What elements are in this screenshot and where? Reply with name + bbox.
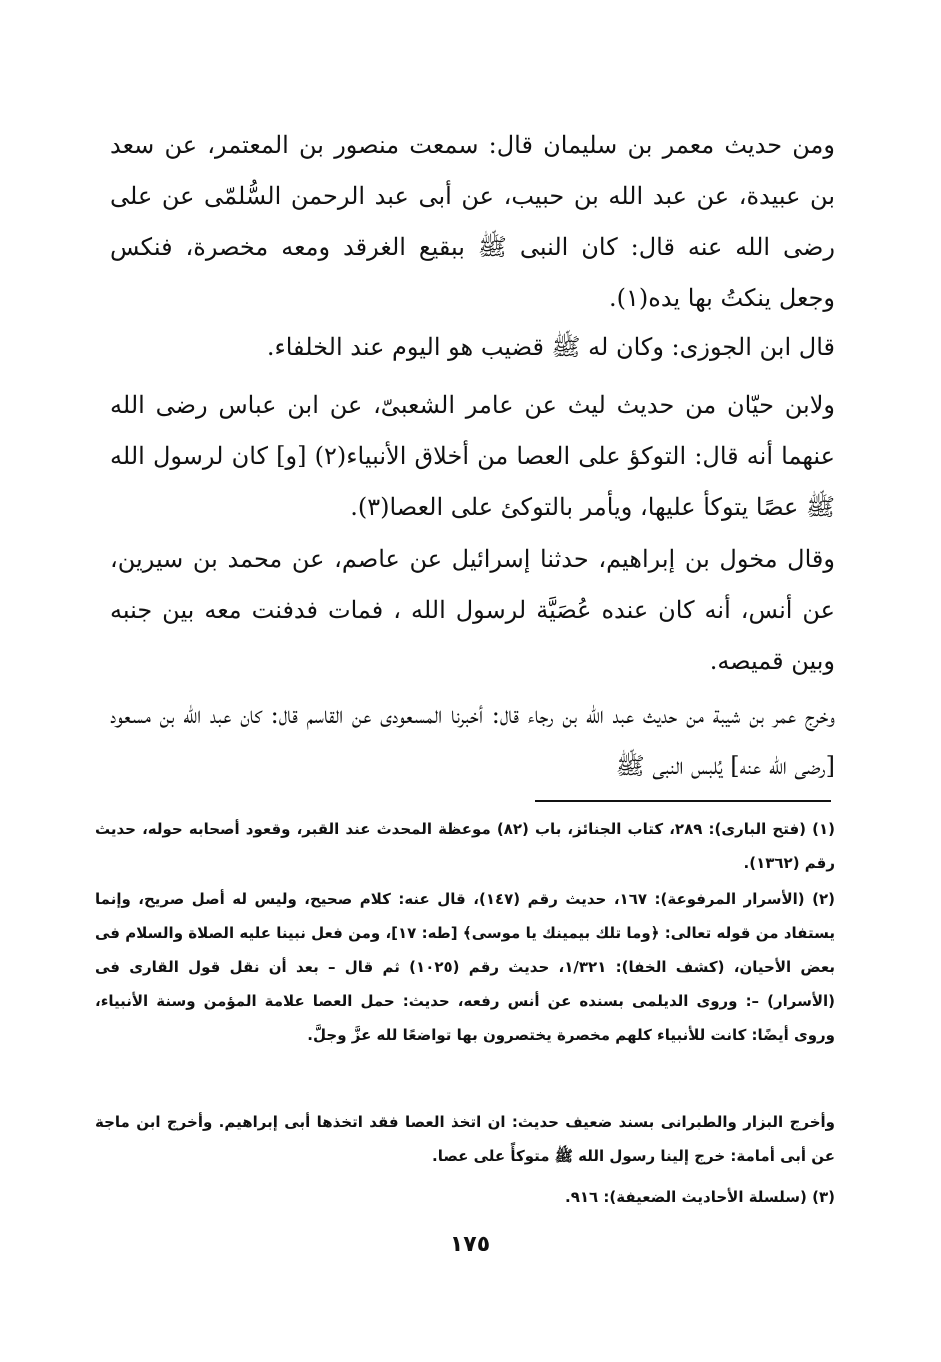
paragraph-2: قال ابن الجوزى: وكان له ﷺ قضيب هو اليوم عند الخلفاء. [266, 333, 835, 361]
footnote-2: (٢) (الأسرار المرفوعة): ١٦٧، حديث رقم (١٤٧)، قال عنه: كلام صحيح، وليس له أصل صريح، وإنما يستفاد من قوله تعالى: ﴿وما تلك بيمينك يا موسى﴾ [طه: ١٧]، ومن فعل نبينا عليه الصلاة والسلام فى بعض الأحيان، (كشف الخفا): ١/٣٢١، حديث رقم (١٠٢٥) ثم قال – بعد أن نقل قول القارى فى (الأسرار) –: وروى الديلمى بسنده عن أنس رفعه، حديث: حمل العصا علامة المؤمن وسنة الأنبياء، وروى أيضًا: كانت للأنبياء كلهم مخصرة يختصرون بها تواضعًا لله عزَّ وجلَّ. [95, 890, 835, 1044]
footnote-separator [535, 800, 831, 802]
paragraph-4: وقال مخول بن إبراهيم، حدثنا إسرائيل عن عاصم، عن محمد بن سيرين، عن أنس، أنه كان عنده عُصَيَّة لرسول الله ، فمات فدفنت معه بين جنبه وبين قميصه. [110, 545, 835, 675]
footnote-1: (١) (فتح البارى): ٢٨٩، كتاب الجنائز، باب (٨٢) موعظة المحدث عند القبر، وقعود أصحابه حوله، حديث رقم (١٣٦٢). [95, 820, 835, 872]
footnote-2-continuation: وأخرج البزار والطبرانى بسند ضعيف حديث: ان اتخذ العصا فقد اتخذها أبى إبراهيم. وأخرج ابن ماجة عن أبى أمامة: خرج إلينا رسول الله ﷺ متوكأً على عصا. [95, 1113, 835, 1165]
paragraph-5: وخرج عمر بن شيبة من حديث عبد الله بن رجاء قال: أخبرنا المسعودى عن القاسم قال: كان عبد الله بن مسعود [رضى الله عنه] يُلبس النبى ﷺ [110, 701, 835, 780]
page-number: ١٧٥ [449, 1232, 491, 1257]
paragraph-1: ومن حديث معمر بن سليمان قال: سمعت منصور بن المعتمر، عن سعد بن عبيدة، عن عبد الله بن حبيب، عن أبى عبد الرحمن السُّلمّى عن على رضى الله عنه قال: كان النبى ﷺ ببقيع الغرقد ومعه مخصرة، فنكس وجعل ينكتُ بها يده(١). [110, 131, 835, 312]
paragraph-3: ولابن حيّان من حديث ليث عن عامر الشعبىّ، عن ابن عباس رضى الله عنهما أنه قال: التوكؤ على العصا من أخلاق الأنبياء(٢) [و] كان لرسول الله ﷺ عصًا يتوكأ عليها، ويأمر بالتوكئ على العصا(٣). [110, 391, 835, 521]
footnote-3: (٣) (سلسلة الأحاديث الضعيفة): ٩١٦. [565, 1188, 835, 1206]
